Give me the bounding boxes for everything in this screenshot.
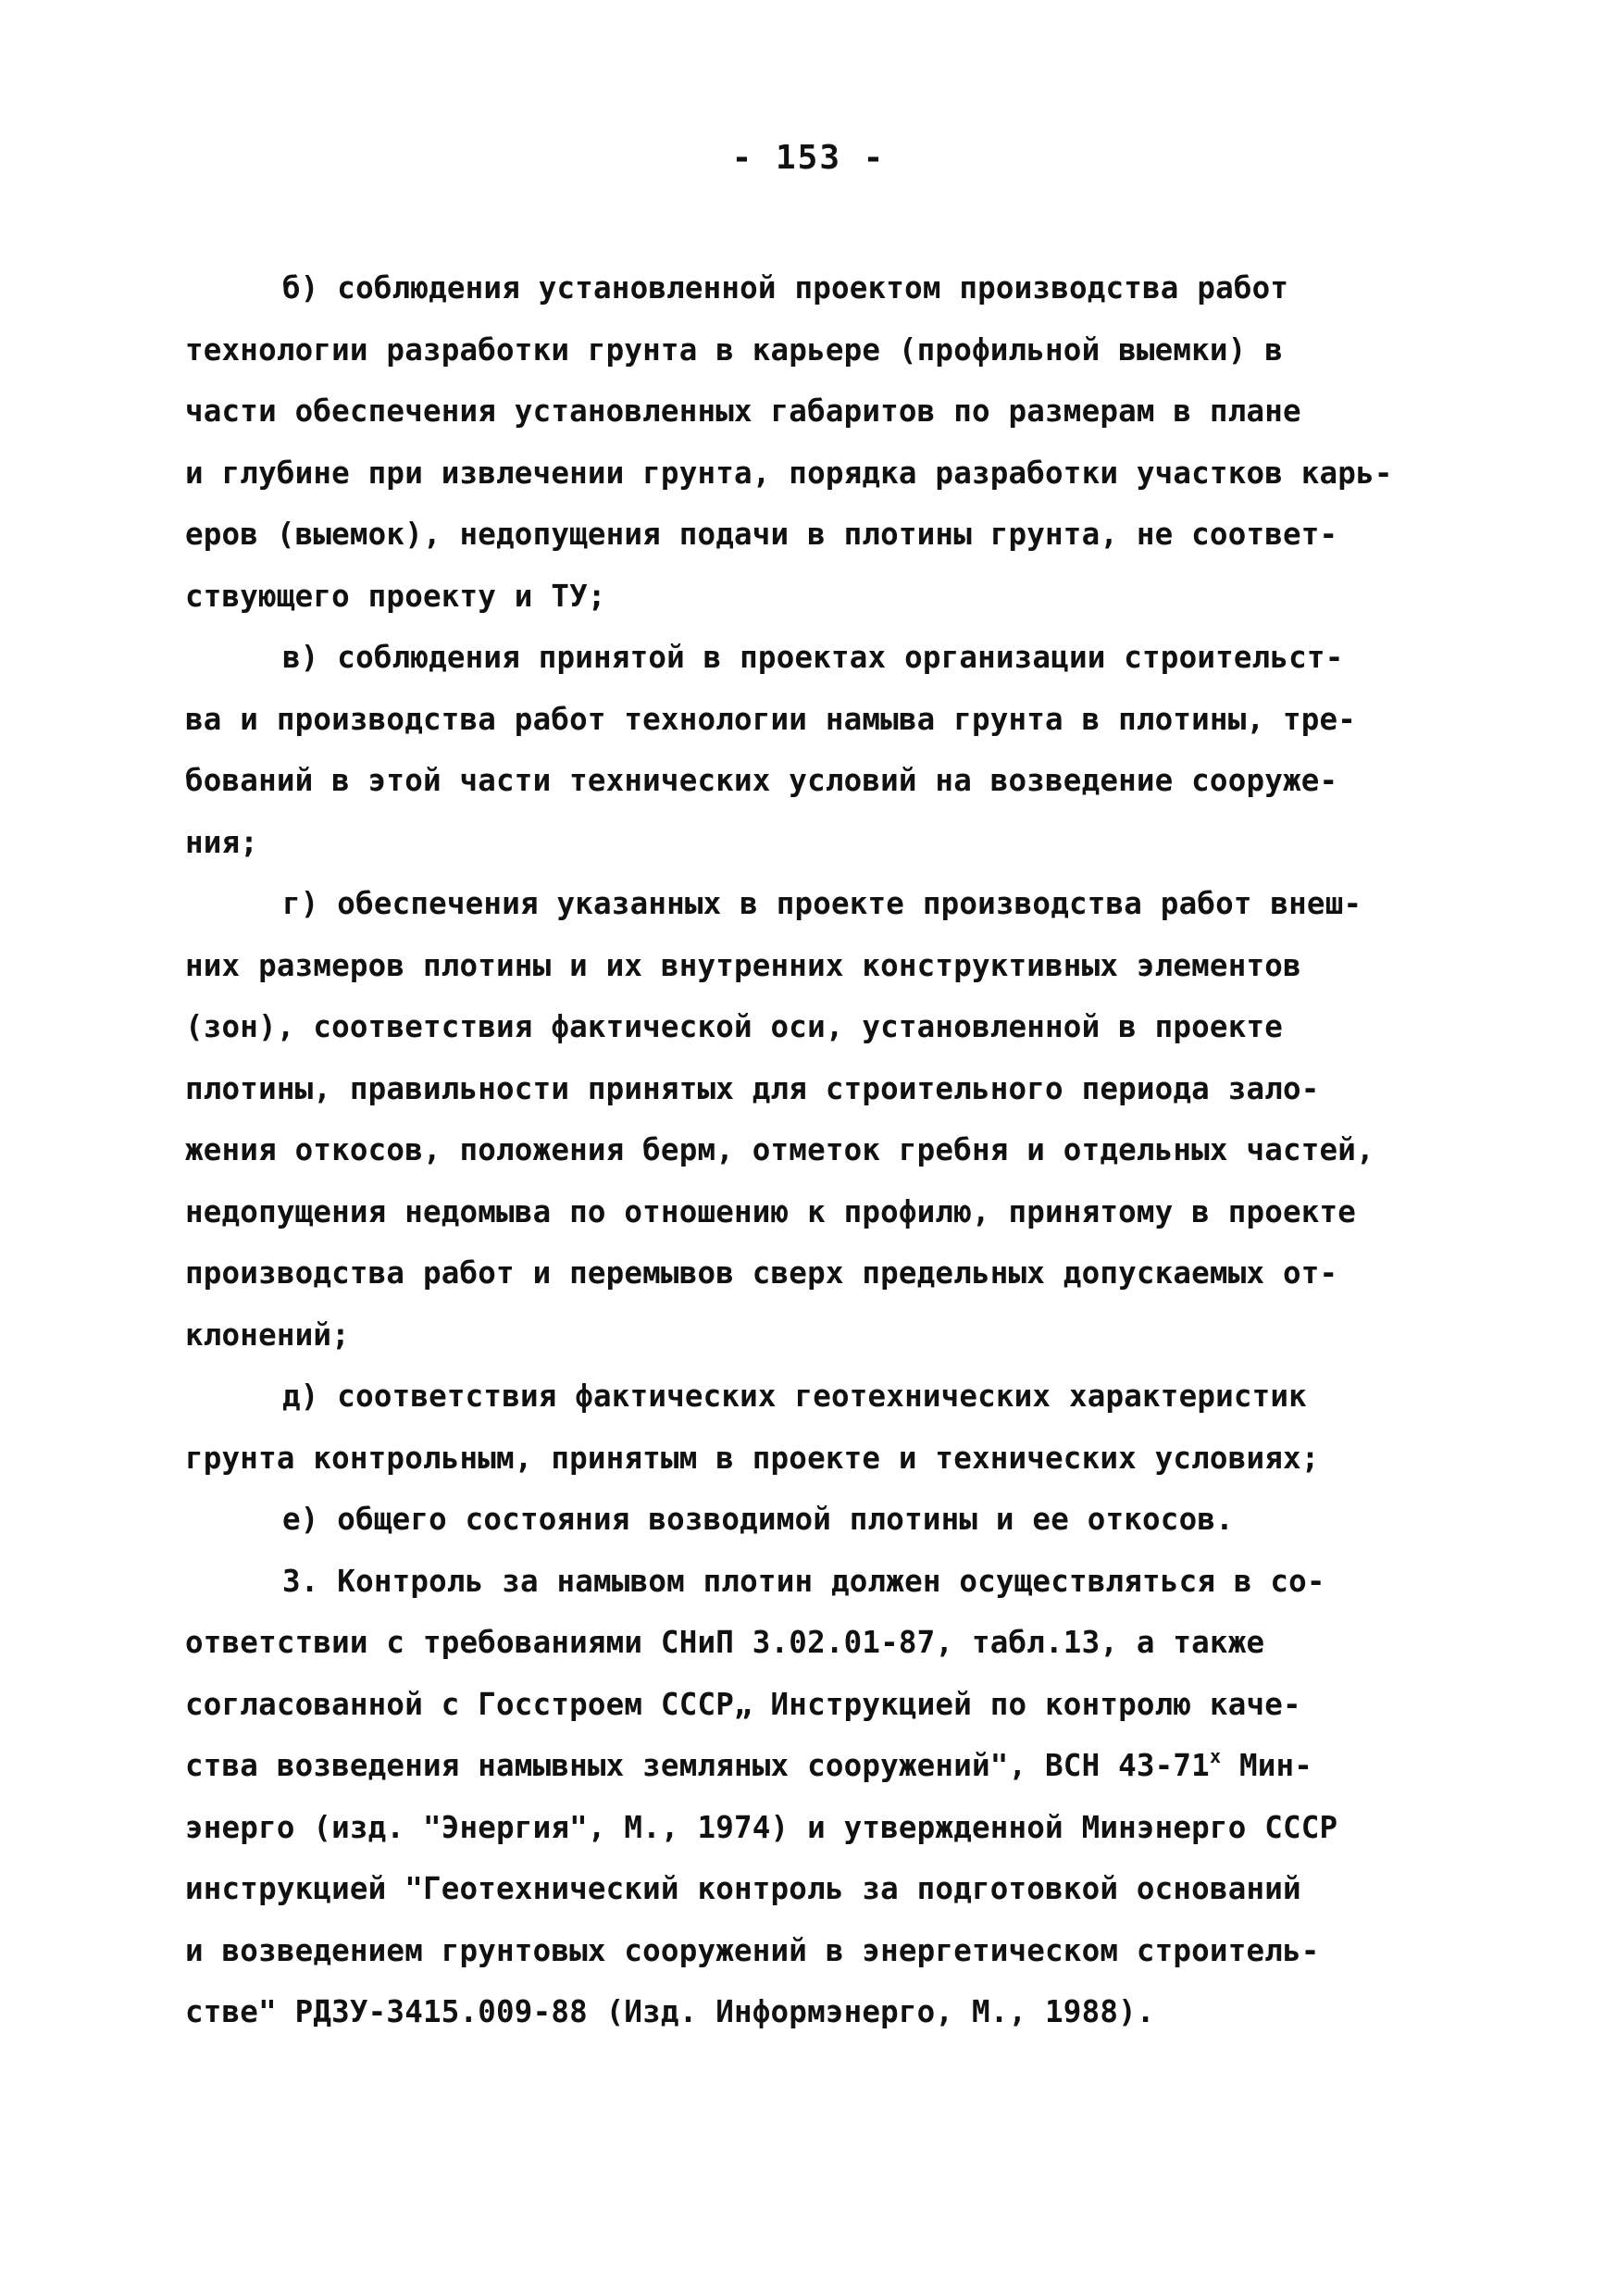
text-line: производства работ и перемывов сверх предельных допускаемых от-: [185, 1255, 1338, 1291]
text-line: энерго (изд. "Энергия", М., 1974) и утвержденной Минэнерго СССР: [185, 1809, 1338, 1845]
text-line: ствующего проекту и ТУ;: [185, 578, 606, 614]
text-line-tail: Мин-: [1221, 1748, 1313, 1783]
text-line: клонений;: [185, 1316, 350, 1353]
text-line: стве" РДЗУ-3415.009-88 (Изд. Информэнерго, М., 1988).: [185, 1994, 1155, 2029]
text-line: еров (выемок), недопущения подачи в плотины грунта, не соответ-: [185, 517, 1338, 552]
text-line: е) общего состояния возводимой плотины и ее откосов.: [282, 1502, 1234, 1537]
text-line: ния;: [185, 824, 259, 860]
text-line: 3. Контроль за намывом плотин должен осуществляться в со-: [282, 1563, 1325, 1599]
text-line: бований в этой части технических условий на возведение сооруже-: [185, 763, 1338, 798]
text-line: недопущения недомыва по отношению к профилю, принятому в проекте: [185, 1193, 1357, 1229]
text-line: инструкцией "Геотехнический контроль за подготовкой оснований: [185, 1871, 1301, 1906]
text-line: (зон), соответствия фактической оси, установленной в проекте: [185, 1009, 1283, 1044]
text-line: плотины, правильности принятых для строительного периода зало-: [185, 1070, 1320, 1106]
text-line: согласованной с Госстроем СССР„ Инструкцией по контролю каче-: [185, 1686, 1301, 1722]
text-line: ответствии с требованиями СНиП 3.02.01-87, табл.13, а также: [185, 1625, 1265, 1660]
text-line: и глубине при извлечении грунта, порядка разработки участков карь-: [185, 455, 1393, 491]
text-line: ва и производства работ технологии намыва грунта в плотины, тре-: [185, 701, 1357, 737]
text-line: грунта контрольным, принятым в проекте и технических условиях;: [185, 1440, 1320, 1476]
text-line-main: ства возведения намывных земляных сооружений", ВСН 43-71: [185, 1748, 1210, 1783]
text-line: в) соблюдения принятой в проектах организации строительст-: [282, 640, 1344, 675]
text-line: б) соблюдения установленной проектом производства работ: [282, 270, 1289, 306]
page-number: - 153 -: [731, 139, 886, 177]
text-line: жения откосов, положения берм, отметок гребня и отдельных частей,: [185, 1132, 1374, 1167]
text-line: г) обеспечения указанных в проекте производства работ внеш-: [282, 886, 1362, 921]
superscript-mark: x: [1209, 1745, 1222, 1768]
text-line: них размеров плотины и их внутренних конструктивных элементов: [185, 947, 1301, 983]
text-line: части обеспечения установленных габаритов по размерам в плане: [185, 393, 1301, 429]
body-text: [185, 257, 1444, 2043]
text-line: и возведением грунтовых сооружений в энергетическом строитель-: [185, 1932, 1320, 1968]
text-line: д) соответствия фактических геотехнических характеристик: [282, 1379, 1307, 1414]
text-line: технологии разработки грунта в карьере (профильной выемки) в: [185, 331, 1283, 368]
text-line: [185, 1735, 1444, 1797]
